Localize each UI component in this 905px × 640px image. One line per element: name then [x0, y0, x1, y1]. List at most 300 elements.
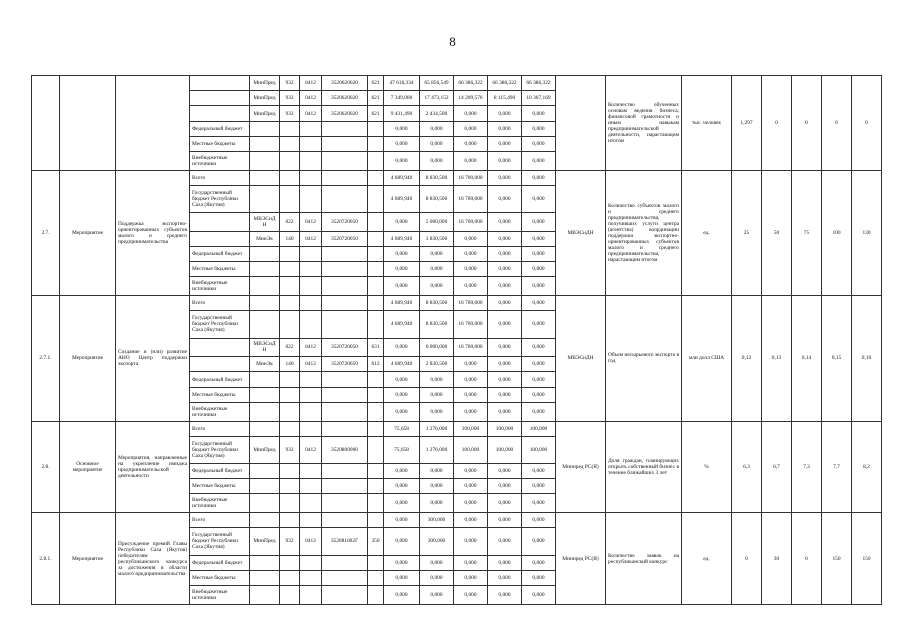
amount-year-1: 4 689,940 [384, 170, 420, 185]
kbk-section [300, 402, 322, 421]
amount-year-5: 100,000 [522, 436, 556, 463]
amount-year-3: 0,000 [454, 402, 488, 421]
amount-year-4: 0,000 [488, 231, 522, 246]
admin-code [250, 387, 280, 402]
admin-code [250, 277, 280, 296]
amount-year-5: 0,000 [522, 136, 556, 151]
funding-source [190, 91, 250, 106]
kbk-target: 352081002Г [322, 528, 368, 555]
kbk-type [368, 372, 384, 387]
amount-year-2: 0,000 [420, 247, 454, 262]
kbk-section [300, 513, 322, 528]
amount-year-2: 3 830,500 [420, 231, 454, 246]
kbk-grbs [280, 570, 300, 585]
indicator-year-2: 50 [762, 170, 792, 295]
kbk-grbs [280, 513, 300, 528]
amount-year-4: 0,000 [488, 311, 522, 338]
amount-year-5: 0,000 [522, 170, 556, 185]
admin-code [250, 402, 280, 421]
amount-year-3: 16 700,000 [454, 213, 488, 232]
amount-year-2: 8 830,500 [420, 311, 454, 338]
amount-year-4: 0,000 [488, 247, 522, 262]
table-row [32, 421, 882, 436]
amount-year-3: 0,000 [454, 387, 488, 402]
admin-code [250, 121, 280, 136]
amount-year-2: 2 830,500 [420, 357, 454, 372]
responsible-executor [556, 76, 606, 171]
kbk-target: 3520620020 [322, 106, 368, 121]
indicator-year-1: 6,3 [732, 421, 762, 513]
admin-code: МинЭк [250, 357, 280, 372]
responsible-executor: Минпред РС(Я) [556, 421, 606, 513]
kbk-target: 3520800000 [322, 436, 368, 463]
admin-code: МинПред [250, 76, 280, 91]
kbk-section [300, 311, 322, 338]
kbk-type [368, 436, 384, 463]
amount-year-3: 0,000 [454, 464, 488, 479]
kbk-type [368, 479, 384, 494]
indicator-year-5: 130 [852, 170, 882, 295]
amount-year-5: 0,000 [522, 338, 556, 357]
kbk-section [300, 277, 322, 296]
amount-year-2: 1 276,000 [420, 436, 454, 463]
funding-source: Федеральный бюджет [190, 555, 250, 570]
amount-year-3: 0,000 [454, 231, 488, 246]
kbk-section [300, 247, 322, 262]
amount-year-4: 0,000 [488, 494, 522, 513]
indicator-year-1: 0,12 [732, 296, 762, 421]
amount-year-5: 66 386,322 [522, 76, 556, 91]
section-code: 2.8.1. [32, 513, 60, 605]
indicator-year-5: 0,16 [852, 296, 882, 421]
indicator-name: Количество обученных основам ведения бизнеса, финансовой грамотности и иным навыкам предпринимательской деятельности, нарастающим итогом [606, 76, 682, 171]
amount-year-1: 0,000 [384, 121, 420, 136]
amount-year-2: 8 830,500 [420, 296, 454, 311]
amount-year-2: 0,000 [420, 121, 454, 136]
kbk-target [322, 262, 368, 277]
admin-code [250, 421, 280, 436]
admin-code [250, 586, 280, 605]
admin-code [250, 464, 280, 479]
kbk-grbs [280, 152, 300, 171]
amount-year-5: 0,000 [522, 262, 556, 277]
admin-code [250, 185, 280, 212]
funding-source [190, 338, 250, 357]
amount-year-3: 100,000 [454, 421, 488, 436]
amount-year-4: 0,000 [488, 277, 522, 296]
kbk-type [368, 247, 384, 262]
amount-year-4: 0,000 [488, 213, 522, 232]
amount-year-4: 0,000 [488, 464, 522, 479]
kbk-grbs: 932 [280, 76, 300, 91]
admin-code [250, 152, 280, 171]
kbk-type: 621 [368, 76, 384, 91]
kbk-grbs [280, 555, 300, 570]
kbk-type [368, 586, 384, 605]
amount-year-2: 0,000 [420, 464, 454, 479]
amount-year-4: 0,000 [488, 387, 522, 402]
kbk-section [300, 136, 322, 151]
amount-year-2: 300,000 [420, 513, 454, 528]
kbk-type: 621 [368, 91, 384, 106]
kbk-target [322, 494, 368, 513]
kbk-grbs: 932 [280, 91, 300, 106]
kbk-type [368, 555, 384, 570]
amount-year-4: 0,000 [488, 136, 522, 151]
amount-year-1: 0,000 [384, 494, 420, 513]
kbk-section: 0412 [300, 231, 322, 246]
indicator-year-4: 0 [822, 76, 852, 171]
admin-code [250, 479, 280, 494]
funding-source: Внебюджетные источники [190, 402, 250, 421]
kbk-section [300, 170, 322, 185]
amount-year-5: 0,000 [522, 464, 556, 479]
kbk-section [300, 296, 322, 311]
table-row [32, 296, 882, 311]
amount-year-2: 1 276,000 [420, 421, 454, 436]
kbk-target [322, 311, 368, 338]
funding-source: Всего [190, 170, 250, 185]
kbk-target: 3520720050 [322, 357, 368, 372]
amount-year-4: 0,000 [488, 121, 522, 136]
indicator-year-1: 1,297 [732, 76, 762, 171]
amount-year-2: 0,000 [420, 402, 454, 421]
amount-year-5: 0,000 [522, 106, 556, 121]
funding-source [190, 213, 250, 232]
amount-year-4: 100,000 [488, 421, 522, 436]
kbk-target: 3520620020 [322, 76, 368, 91]
kbk-target: 3520720050 [322, 231, 368, 246]
kbk-type [368, 152, 384, 171]
funding-source: Местные бюджеты [190, 387, 250, 402]
funding-source: Федеральный бюджет [190, 247, 250, 262]
kbk-type [368, 262, 384, 277]
responsible-executor: МВЭСиДН [556, 296, 606, 421]
amount-year-5: 0,000 [522, 213, 556, 232]
amount-year-4: 0,000 [488, 357, 522, 372]
amount-year-5: 0,000 [522, 387, 556, 402]
amount-year-1: 0,000 [384, 387, 420, 402]
kbk-type [368, 277, 384, 296]
kbk-grbs [280, 136, 300, 151]
kbk-grbs [280, 170, 300, 185]
section-name: Создание и (или) развитие АНО Центр поддержки экспорта [116, 296, 190, 421]
amount-year-1: 0,000 [384, 262, 420, 277]
kbk-target: 3520620020 [322, 91, 368, 106]
admin-code [250, 555, 280, 570]
amount-year-3: 0,000 [454, 262, 488, 277]
amount-year-2: 8 830,500 [420, 185, 454, 212]
amount-year-4: 0,000 [488, 586, 522, 605]
amount-year-2: 0,000 [420, 555, 454, 570]
amount-year-1: 0,000 [384, 513, 420, 528]
kbk-target [322, 136, 368, 151]
indicator-year-1: 0 [732, 513, 762, 605]
amount-year-1: 0,000 [384, 213, 420, 232]
amount-year-3: 0,000 [454, 570, 488, 585]
amount-year-1: 0,000 [384, 479, 420, 494]
indicator-year-3: 7,3 [792, 421, 822, 513]
admin-code [250, 513, 280, 528]
amount-year-1: 7 349,000 [384, 91, 420, 106]
kbk-section [300, 570, 322, 585]
amount-year-4: 0,000 [488, 528, 522, 555]
amount-year-2: 8 830,500 [420, 170, 454, 185]
amount-year-1: 0,000 [384, 338, 420, 357]
kbk-type [368, 464, 384, 479]
kbk-grbs [280, 277, 300, 296]
kbk-section: 0412 [300, 357, 322, 372]
kbk-grbs [280, 121, 300, 136]
amount-year-3: 0,000 [454, 357, 488, 372]
amount-year-5: 0,000 [522, 121, 556, 136]
kbk-target [322, 152, 368, 171]
indicator-unit: тыс. человек [682, 76, 732, 171]
kbk-grbs [280, 479, 300, 494]
amount-year-5: 0,000 [522, 528, 556, 555]
kbk-section: 0412 [300, 106, 322, 121]
kbk-grbs [280, 311, 300, 338]
funding-source: Федеральный бюджет [190, 121, 250, 136]
kbk-target [322, 570, 368, 585]
admin-code [250, 262, 280, 277]
kbk-target [322, 387, 368, 402]
section-name: Присуждение премий Главы Республики Саха (Якутия) победителям республиканского конкурса за достижения в области малого предпринимательства [116, 513, 190, 605]
page-number: 8 [449, 34, 456, 49]
amount-year-2: 0,000 [420, 387, 454, 402]
indicator-year-4: 150 [822, 513, 852, 605]
amount-year-3: 0,000 [454, 152, 488, 171]
kbk-section: 0412 [300, 338, 322, 357]
amount-year-1: 0,000 [384, 277, 420, 296]
kbk-section: 0412 [300, 528, 322, 555]
amount-year-2: 0,000 [420, 586, 454, 605]
amount-year-1: 0,000 [384, 402, 420, 421]
indicator-year-2: 30 [762, 513, 792, 605]
kbk-target [322, 479, 368, 494]
kbk-target [322, 296, 368, 311]
table-row [32, 76, 882, 91]
kbk-type [368, 185, 384, 212]
amount-year-2: 0,000 [420, 479, 454, 494]
kbk-type: 350 [368, 528, 384, 555]
indicator-year-2: 0 [762, 76, 792, 171]
amount-year-2: 0,000 [420, 494, 454, 513]
indicator-unit: млн долл США [682, 296, 732, 421]
kbk-target [322, 185, 368, 212]
funding-source: Государственный бюджет Республики Саха (Якутия) [190, 436, 250, 463]
indicator-name: Доля граждан, планирующих открыть собственный бизнес в течение ближайших 3 лет [606, 421, 682, 513]
kbk-type [368, 513, 384, 528]
amount-year-1: 0,000 [384, 528, 420, 555]
amount-year-2: 0,000 [420, 570, 454, 585]
kbk-section: 0412 [300, 76, 322, 91]
responsible-executor: Минпред РС(Я) [556, 513, 606, 605]
kbk-grbs: 932 [280, 106, 300, 121]
funding-source: Государственный бюджет Республики Саха (Якутия) [190, 528, 250, 555]
amount-year-5: 10 367,169 [522, 91, 556, 106]
kbk-section [300, 372, 322, 387]
amount-year-5: 0,000 [522, 372, 556, 387]
amount-year-3: 16 700,000 [454, 296, 488, 311]
table-body [32, 76, 882, 605]
section-code [32, 76, 60, 171]
funding-source: Всего [190, 513, 250, 528]
amount-year-4: 0,000 [488, 170, 522, 185]
kbk-type [368, 402, 384, 421]
amount-year-4: 100,000 [488, 436, 522, 463]
kbk-target [322, 121, 368, 136]
kbk-grbs [280, 372, 300, 387]
amount-year-1: 75,658 [384, 421, 420, 436]
kbk-section [300, 262, 322, 277]
amount-year-1: 9 431,490 [384, 106, 420, 121]
amount-year-3: 16 700,000 [454, 311, 488, 338]
kbk-section [300, 421, 322, 436]
amount-year-1: 4 689,940 [384, 231, 420, 246]
kbk-section [300, 185, 322, 212]
indicator-year-5: 0 [852, 76, 882, 171]
admin-code: МинПред [250, 528, 280, 555]
amount-year-1: 0,000 [384, 464, 420, 479]
kbk-type [368, 170, 384, 185]
amount-year-2: 0,000 [420, 372, 454, 387]
amount-year-3: 0,000 [454, 528, 488, 555]
indicator-year-4: 7,7 [822, 421, 852, 513]
amount-year-3: 16 700,000 [454, 338, 488, 357]
kbk-type [368, 494, 384, 513]
indicator-year-1: 25 [732, 170, 762, 295]
kbk-grbs: 932 [280, 528, 300, 555]
amount-year-2: 17 473,152 [420, 91, 454, 106]
kbk-grbs [280, 421, 300, 436]
amount-year-1: 4 689,940 [384, 311, 420, 338]
amount-year-3: 0,000 [454, 555, 488, 570]
section-type: Мероприятие [60, 513, 116, 605]
amount-year-5: 0,000 [522, 185, 556, 212]
kbk-target [322, 464, 368, 479]
indicator-name: Количество заявок на республиканский конкурс [606, 513, 682, 605]
kbk-section [300, 387, 322, 402]
amount-year-5: 0,000 [522, 479, 556, 494]
amount-year-3: 0,000 [454, 372, 488, 387]
indicator-unit: ед. [682, 513, 732, 605]
section-type: Мероприятие [60, 170, 116, 295]
indicator-year-2: 0,13 [762, 296, 792, 421]
indicator-year-3: 0 [792, 513, 822, 605]
kbk-section [300, 152, 322, 171]
amount-year-5: 0,000 [522, 231, 556, 246]
indicator-year-3: 75 [792, 170, 822, 295]
kbk-grbs [280, 247, 300, 262]
kbk-target [322, 372, 368, 387]
indicator-year-4: 100 [822, 170, 852, 295]
amount-year-1: 0,000 [384, 136, 420, 151]
amount-year-4: 0,000 [488, 479, 522, 494]
funding-source: Внебюджетные источники [190, 277, 250, 296]
kbk-type [368, 421, 384, 436]
amount-year-4: 0,000 [488, 570, 522, 585]
indicator-year-5: 8,2 [852, 421, 882, 513]
amount-year-3: 0,000 [454, 479, 488, 494]
amount-year-5: 0,000 [522, 494, 556, 513]
amount-year-3: 0,000 [454, 106, 488, 121]
indicator-year-3: 0,14 [792, 296, 822, 421]
admin-code: МВЭСиДН [250, 338, 280, 357]
kbk-type [368, 231, 384, 246]
funding-source [190, 76, 250, 91]
kbk-type [368, 213, 384, 232]
section-type [60, 76, 116, 171]
kbk-type: 631 [368, 338, 384, 357]
kbk-target [322, 513, 368, 528]
indicator-year-2: 6,7 [762, 421, 792, 513]
funding-source: Местные бюджеты [190, 262, 250, 277]
funding-source: Местные бюджеты [190, 570, 250, 585]
funding-source: Федеральный бюджет [190, 464, 250, 479]
funding-source: Местные бюджеты [190, 479, 250, 494]
kbk-type [368, 136, 384, 151]
kbk-type [368, 296, 384, 311]
kbk-target [322, 586, 368, 605]
amount-year-1: 0,000 [384, 570, 420, 585]
amount-year-4: 0,000 [488, 338, 522, 357]
amount-year-3: 0,000 [454, 247, 488, 262]
amount-year-4: 0,000 [488, 513, 522, 528]
table-row [32, 513, 882, 528]
funding-source: Государственный бюджет Республики Саха (Якутия) [190, 185, 250, 212]
indicator-unit: % [682, 421, 732, 513]
admin-code: МВЭСиДН [250, 213, 280, 232]
amount-year-1: 4 689,940 [384, 296, 420, 311]
admin-code: МинПред [250, 91, 280, 106]
admin-code [250, 170, 280, 185]
amount-year-3: 0,000 [454, 586, 488, 605]
amount-year-5: 0,000 [522, 555, 556, 570]
kbk-grbs: 022 [280, 213, 300, 232]
admin-code [250, 296, 280, 311]
amount-year-5: 100,000 [522, 421, 556, 436]
amount-year-2: 0,000 [420, 262, 454, 277]
amount-year-5: 0,000 [522, 296, 556, 311]
admin-code: МинЭк [250, 231, 280, 246]
amount-year-3: 0,000 [454, 513, 488, 528]
amount-year-1: 0,000 [384, 372, 420, 387]
kbk-section [300, 586, 322, 605]
amount-year-5: 0,000 [522, 513, 556, 528]
amount-year-5: 0,000 [522, 277, 556, 296]
amount-year-4: 0,000 [488, 372, 522, 387]
amount-year-2: 65 856,549 [420, 76, 454, 91]
amount-year-5: 0,000 [522, 152, 556, 171]
kbk-type: 621 [368, 106, 384, 121]
section-code: 2.7.1. [32, 296, 60, 421]
amount-year-1: 0,000 [384, 555, 420, 570]
indicator-year-4: 0,15 [822, 296, 852, 421]
kbk-grbs [280, 387, 300, 402]
admin-code [250, 311, 280, 338]
admin-code [250, 247, 280, 262]
kbk-target [322, 247, 368, 262]
table-row [32, 170, 882, 185]
kbk-grbs: 932 [280, 436, 300, 463]
amount-year-5: 0,000 [522, 311, 556, 338]
kbk-grbs [280, 296, 300, 311]
responsible-executor: МВЭСиДН [556, 170, 606, 295]
program-table [31, 75, 882, 605]
funding-source [190, 106, 250, 121]
section-type: Основное мероприятие [60, 421, 116, 513]
